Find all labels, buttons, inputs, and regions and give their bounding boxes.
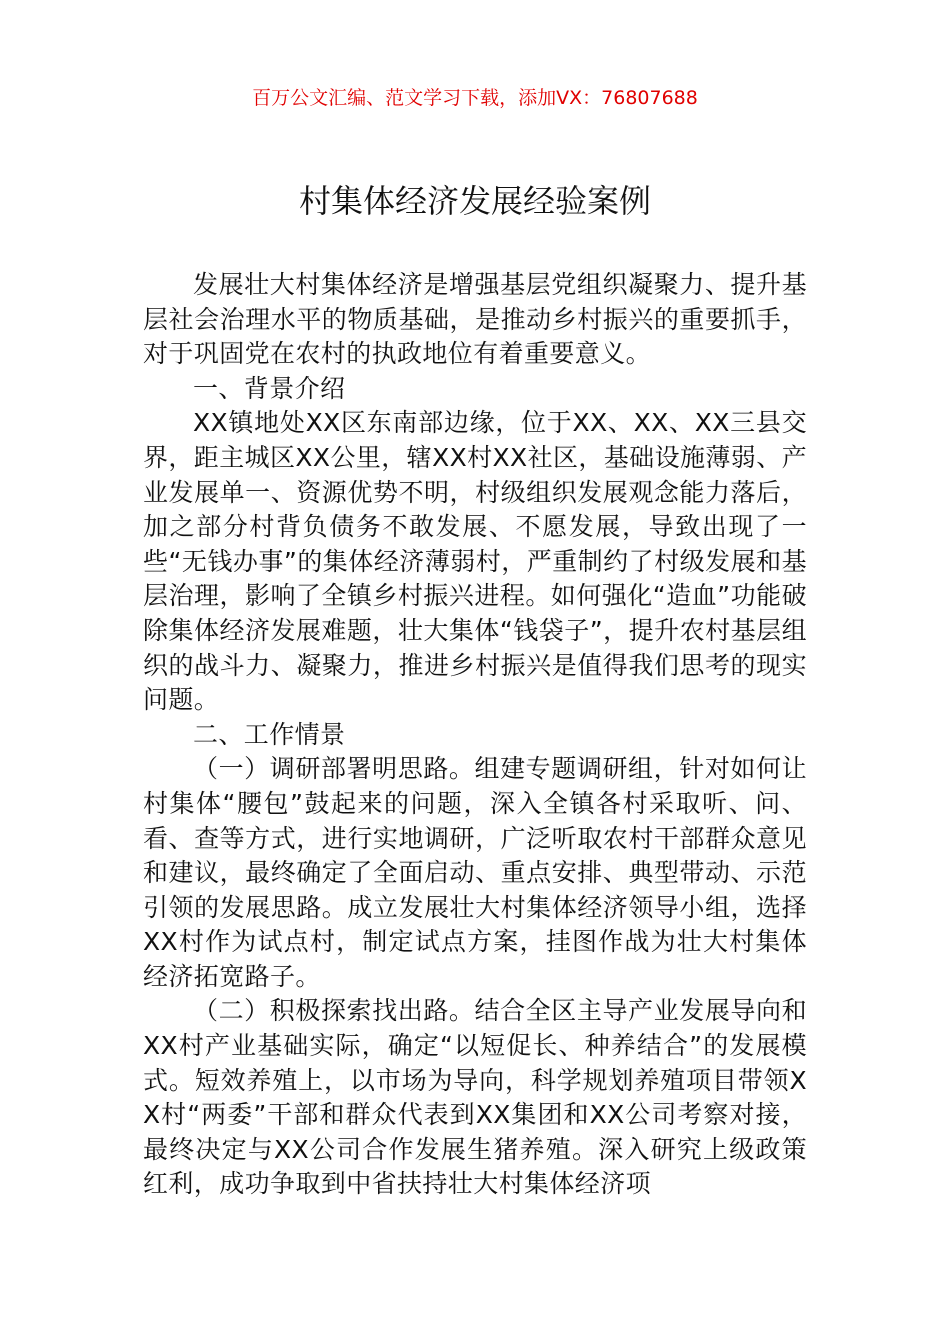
document-body <box>143 268 807 1202</box>
section-heading-background: 一、背景介绍 <box>193 373 346 403</box>
watermark-banner: 百万公文汇编、范文学习下载，添加VX：76807688 <box>252 87 698 109</box>
work-paragraph-2: （二）积极探索找出路。结合全区主导产业发展导向和XX村产业基础实际，确定“以短促长、种养结合”的发展模式。短效养殖上，以市场为导向，科学规划养殖项目带领XX村“两委”干部和群众代表到XX集团和XX公司考察对接，最终决定与XX公司合作发展生猪养殖。深入研究上级政策红利，成功争取到中省扶持壮大村集体经济项 <box>143 996 807 1199</box>
section-heading-work: 二、工作情景 <box>193 719 346 749</box>
background-paragraph: XX镇地处XX区东南部边缘，位于XX、XX、XX三县交界，距主城区XX公里，辖XX村XX社区，基础设施薄弱、产业发展单一、资源优势不明，村级组织发展观念能力落后，加之部分村背负债务不敢发展、不愿发展，导致出现了一些“无钱办事”的集体经济薄弱村，严重制约了村级发展和基层治理，影响了全镇乡村振兴进程。如何强化“造血”功能破除集体经济发展难题，壮大集体“钱袋子”，提升农村基层组织的战斗力、凝聚力，推进乡村振兴是值得我们思考的现实问题。 <box>143 408 807 715</box>
page-title: 村集体经济发展经验案例 <box>298 182 651 220</box>
intro-paragraph: 发展壮大村集体经济是增强基层党组织凝聚力、提升基层社会治理水平的物质基础，是推动乡村振兴的重要抓手，对于巩固党在农村的执政地位有着重要意义。 <box>143 270 807 369</box>
work-paragraph-1: （一）调研部署明思路。组建专题调研组，针对如何让村集体“腰包”鼓起来的问题，深入全镇各村采取听、问、看、查等方式，进行实地调研，广泛听取农村干部群众意见和建议，最终确定了全面启动、重点安排、典型带动、示范引领的发展思路。成立发展壮大村集体经济领导小组，选择XX村作为试点村，制定试点方案，挂图作战为壮大村集体经济拓宽路子。 <box>143 754 807 991</box>
